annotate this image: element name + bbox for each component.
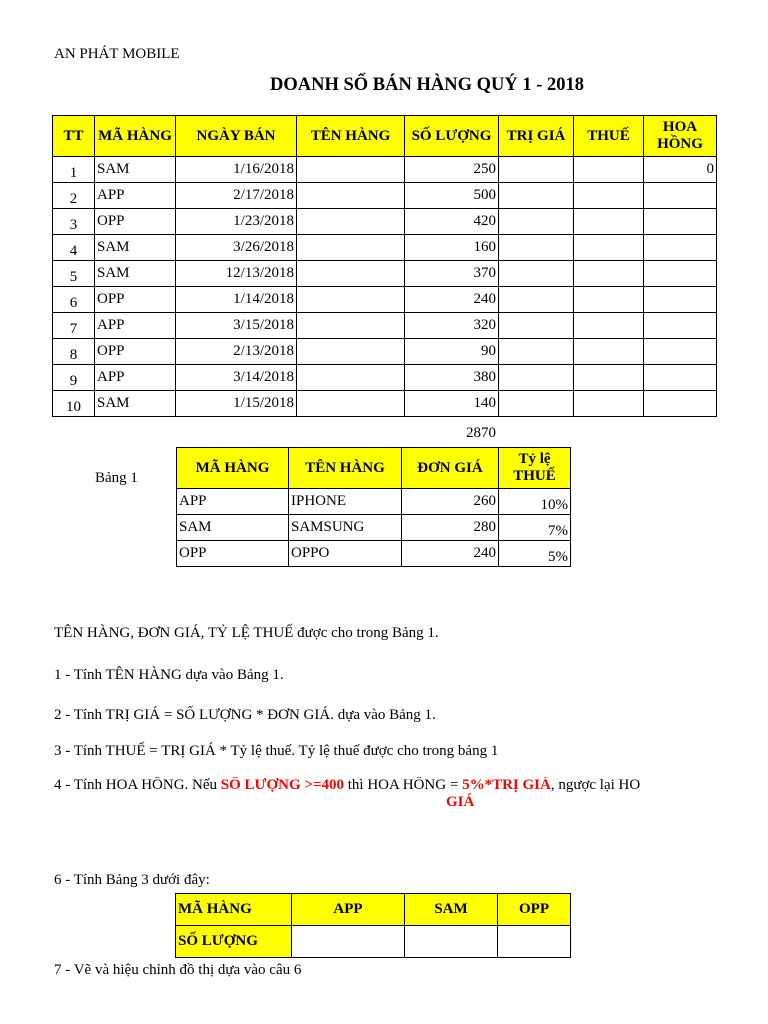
- cell-thue[interactable]: [574, 235, 644, 261]
- cell-tri-gia[interactable]: [499, 157, 574, 183]
- instruction-intro: TÊN HÀNG, ĐƠN GIÁ, TỶ LỆ THUẾ được cho trong Bảng 1.: [54, 625, 439, 641]
- cell-so-luong[interactable]: 320: [405, 313, 499, 339]
- cell-thue[interactable]: [574, 313, 644, 339]
- sales-table: [52, 115, 717, 417]
- cell-ngay-ban[interactable]: 2/13/2018: [176, 339, 297, 365]
- cell-tt: 9: [53, 365, 95, 391]
- cell-tt: 10: [53, 391, 95, 417]
- bang3-table: [175, 893, 571, 958]
- cell-so-luong[interactable]: 250: [405, 157, 499, 183]
- cell-ten-hang[interactable]: [297, 183, 405, 209]
- bang3-label-so-luong: SỐ LƯỢNG: [176, 926, 292, 958]
- instruction-q7: 7 - Vẽ và hiệu chỉnh đồ thị dựa vào câu 6: [54, 962, 302, 978]
- instruction-q4: [54, 777, 714, 794]
- cell-hoa-hong[interactable]: [644, 391, 717, 417]
- cell-thue[interactable]: [574, 391, 644, 417]
- table-row: [177, 489, 571, 515]
- bang1-cell-ten-hang[interactable]: SAMSUNG: [289, 515, 402, 541]
- bang1-cell-ty-le[interactable]: 5%: [499, 541, 571, 567]
- instruction-q2: 2 - Tính TRỊ GIÁ = SỐ LƯỢNG * ĐƠN GIÁ. dựa vào Bảng 1.: [54, 707, 436, 723]
- table-row: [53, 339, 717, 365]
- page-title: DOANH SỐ BÁN HÀNG QUÝ 1 - 2018: [270, 75, 584, 95]
- cell-so-luong[interactable]: 380: [405, 365, 499, 391]
- cell-ma-hang[interactable]: SAM: [95, 261, 176, 287]
- cell-ma-hang[interactable]: OPP: [95, 209, 176, 235]
- header-tri-gia: TRỊ GIÁ: [499, 116, 574, 157]
- bang1-cell-ma-hang[interactable]: SAM: [177, 515, 289, 541]
- instruction-q1: 1 - Tính TÊN HÀNG dựa vào Bảng 1.: [54, 667, 284, 683]
- cell-tri-gia[interactable]: [499, 209, 574, 235]
- cell-tri-gia[interactable]: [499, 261, 574, 287]
- cell-hoa-hong[interactable]: [644, 261, 717, 287]
- cell-so-luong[interactable]: 420: [405, 209, 499, 235]
- cell-tt: 8: [53, 339, 95, 365]
- instruction-q3: 3 - Tính THUẾ = TRỊ GIÁ * Tỷ lệ thuế. Tỷ lệ thuế được cho trong bảng 1: [54, 743, 499, 759]
- bang1-cell-ten-hang[interactable]: IPHONE: [289, 489, 402, 515]
- cell-ma-hang[interactable]: OPP: [95, 287, 176, 313]
- header-so-luong: SỐ LƯỢNG: [405, 116, 499, 157]
- cell-thue[interactable]: [574, 209, 644, 235]
- cell-ten-hang[interactable]: [297, 261, 405, 287]
- cell-ma-hang[interactable]: SAM: [95, 391, 176, 417]
- cell-ngay-ban[interactable]: 12/13/2018: [176, 261, 297, 287]
- cell-tri-gia[interactable]: [499, 235, 574, 261]
- cell-hoa-hong[interactable]: [644, 183, 717, 209]
- cell-hoa-hong[interactable]: [644, 339, 717, 365]
- cell-ten-hang[interactable]: [297, 339, 405, 365]
- cell-ten-hang[interactable]: [297, 235, 405, 261]
- bang1-header-ten-hang: TÊN HÀNG: [289, 448, 402, 489]
- cell-ngay-ban[interactable]: 3/26/2018: [176, 235, 297, 261]
- bang3-cell-opp[interactable]: [498, 926, 571, 958]
- bang1-cell-ten-hang[interactable]: OPPO: [289, 541, 402, 567]
- table-row: [53, 287, 717, 313]
- cell-ngay-ban[interactable]: 1/15/2018: [176, 391, 297, 417]
- table-row: [53, 183, 717, 209]
- cell-ma-hang[interactable]: APP: [95, 313, 176, 339]
- bang3-row-so-luong: [176, 926, 571, 958]
- cell-ten-hang[interactable]: [297, 287, 405, 313]
- table-row: [53, 235, 717, 261]
- cell-thue[interactable]: [574, 261, 644, 287]
- cell-tt: 2: [53, 183, 95, 209]
- bang1-cell-don-gia[interactable]: 260: [402, 489, 499, 515]
- cell-so-luong[interactable]: 500: [405, 183, 499, 209]
- instruction-q4-text-a: 4 - Tính HOA HỒNG. Nếu: [54, 777, 221, 793]
- table-row: [53, 391, 717, 417]
- bang1-cell-ma-hang[interactable]: OPP: [177, 541, 289, 567]
- cell-ma-hang[interactable]: OPP: [95, 339, 176, 365]
- table-row: [53, 365, 717, 391]
- header-thue: THUẾ: [574, 116, 644, 157]
- header-ma-hang: MÃ HÀNG: [95, 116, 176, 157]
- cell-ten-hang[interactable]: [297, 313, 405, 339]
- cell-tri-gia[interactable]: [499, 313, 574, 339]
- bang3-col-app: APP: [292, 894, 405, 926]
- table-row: [53, 157, 717, 183]
- cell-ten-hang[interactable]: [297, 365, 405, 391]
- bang1-header: [177, 448, 571, 489]
- bang1-cell-don-gia[interactable]: 280: [402, 515, 499, 541]
- cell-tt: 7: [53, 313, 95, 339]
- table-row: [53, 209, 717, 235]
- cell-tri-gia[interactable]: [499, 183, 574, 209]
- cell-so-luong[interactable]: 240: [405, 287, 499, 313]
- cell-tt: 6: [53, 287, 95, 313]
- header-ten-hang: TÊN HÀNG: [297, 116, 405, 157]
- cell-ma-hang[interactable]: SAM: [95, 157, 176, 183]
- cell-hoa-hong[interactable]: [644, 287, 717, 313]
- cell-hoa-hong[interactable]: [644, 313, 717, 339]
- table-row: [53, 313, 717, 339]
- instruction-q4-line2: GIÁ: [446, 794, 475, 810]
- cell-tri-gia[interactable]: [499, 391, 574, 417]
- cell-so-luong[interactable]: 140: [405, 391, 499, 417]
- instruction-q4-condition: SỐ LƯỢNG >=400: [220, 777, 345, 793]
- bang1-cell-ty-le[interactable]: 10%: [499, 489, 571, 515]
- cell-tt: 4: [53, 235, 95, 261]
- cell-ngay-ban[interactable]: 1/16/2018: [176, 157, 297, 183]
- cell-tt: 5: [53, 261, 95, 287]
- header-ngay-ban: NGÀY BÁN: [176, 116, 297, 157]
- bang1-cell-ty-le[interactable]: 7%: [499, 515, 571, 541]
- instruction-q4-formula: 5%*TRỊ GIÁ: [462, 777, 551, 793]
- bang1-cell-don-gia[interactable]: 240: [402, 541, 499, 567]
- cell-tri-gia[interactable]: [499, 365, 574, 391]
- table-row: [177, 515, 571, 541]
- bang1-table: [176, 447, 571, 567]
- cell-so-luong[interactable]: 370: [405, 261, 499, 287]
- company-name: AN PHÁT MOBILE: [54, 46, 180, 62]
- cell-ngay-ban[interactable]: 3/14/2018: [176, 365, 297, 391]
- cell-thue[interactable]: [574, 157, 644, 183]
- bang1-header-ma-hang: MÃ HÀNG: [177, 448, 289, 489]
- bang3-col-opp: OPP: [498, 894, 571, 926]
- cell-ten-hang[interactable]: [297, 209, 405, 235]
- cell-thue[interactable]: [574, 183, 644, 209]
- bang3-label-ma-hang: MÃ HÀNG: [176, 894, 292, 926]
- cell-ngay-ban[interactable]: 2/17/2018: [176, 183, 297, 209]
- cell-ten-hang[interactable]: [297, 157, 405, 183]
- total-so-luong: 2870: [466, 425, 496, 441]
- bang3-row-ma-hang: [176, 894, 571, 926]
- header-tt: TT: [53, 116, 95, 157]
- cell-ngay-ban[interactable]: 1/23/2018: [176, 209, 297, 235]
- instruction-q4-text-c: , ngược lại HO: [550, 777, 641, 793]
- instruction-q4-text-b: thì HOA HỒNG =: [344, 777, 463, 793]
- cell-ngay-ban[interactable]: 3/15/2018: [176, 313, 297, 339]
- instruction-q6: 6 - Tính Bảng 3 dưới đây:: [54, 872, 210, 888]
- cell-ma-hang[interactable]: SAM: [95, 235, 176, 261]
- cell-ngay-ban[interactable]: 1/14/2018: [176, 287, 297, 313]
- cell-thue[interactable]: [574, 287, 644, 313]
- bang1-cell-ma-hang[interactable]: APP: [177, 489, 289, 515]
- cell-ma-hang[interactable]: APP: [95, 365, 176, 391]
- bang1-header-don-gia: ĐƠN GIÁ: [402, 448, 499, 489]
- cell-hoa-hong[interactable]: 0: [644, 157, 717, 183]
- bang1-header-ty-le-thue: Tỷ lệ THUẾ: [499, 448, 571, 489]
- cell-tri-gia[interactable]: [499, 287, 574, 313]
- table-row: [177, 541, 571, 567]
- cell-so-luong[interactable]: 160: [405, 235, 499, 261]
- cell-so-luong[interactable]: 90: [405, 339, 499, 365]
- cell-hoa-hong[interactable]: [644, 209, 717, 235]
- cell-thue[interactable]: [574, 339, 644, 365]
- header-hoa-hong: HOA HỒNG: [644, 116, 717, 157]
- bang3-cell-app[interactable]: [292, 926, 405, 958]
- sales-table-header: [53, 116, 717, 157]
- cell-tt: 1: [53, 157, 95, 183]
- bang3-cell-sam[interactable]: [405, 926, 498, 958]
- cell-ten-hang[interactable]: [297, 391, 405, 417]
- bang3-col-sam: SAM: [405, 894, 498, 926]
- cell-hoa-hong[interactable]: [644, 235, 717, 261]
- cell-ma-hang[interactable]: APP: [95, 183, 176, 209]
- cell-thue[interactable]: [574, 365, 644, 391]
- cell-hoa-hong[interactable]: [644, 365, 717, 391]
- cell-tri-gia[interactable]: [499, 339, 574, 365]
- bang1-label: Bảng 1: [95, 470, 138, 486]
- cell-tt: 3: [53, 209, 95, 235]
- table-row: [53, 261, 717, 287]
